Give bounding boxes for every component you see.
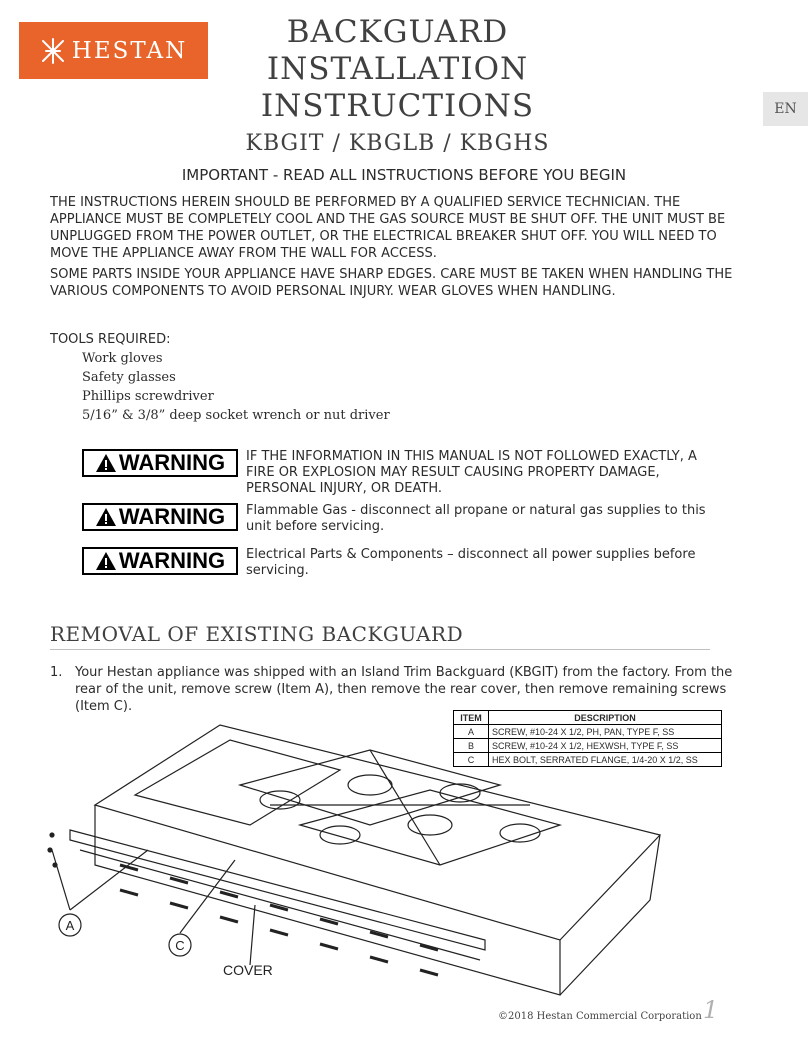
tool-item: Phillips screwdriver bbox=[82, 389, 214, 404]
warning-label: WARNING bbox=[118, 548, 226, 573]
item-cell: A bbox=[454, 725, 489, 739]
cover-label: COVER bbox=[223, 962, 273, 978]
item-cell: B bbox=[454, 739, 489, 753]
brand-name: HESTAN bbox=[71, 37, 188, 64]
language-tab: EN bbox=[763, 92, 808, 126]
tool-item: 5/16” & 3/8” deep socket wrench or nut driver bbox=[82, 408, 390, 423]
table-row bbox=[454, 739, 722, 753]
callout-a: A bbox=[65, 918, 75, 933]
warning-text: Electrical Parts & Components – disconnect all power supplies before servicing. bbox=[246, 547, 696, 578]
warning-text: IF THE INFORMATION IN THIS MANUAL IS NOT FOLLOWED EXACTLY, A FIRE OR EXPLOSION MAY RESULT CAUSING PROPERTY DAMAGE, PERSONAL INJURY, OR DEATH. bbox=[246, 449, 697, 496]
step-text: Your Hestan appliance was shipped with an Island Trim Backguard (KBGIT) from the factory. From the rear of the unit, remove screw (Item A), then remove the rear cover, then remove remaining screws (Item C). bbox=[75, 665, 733, 714]
table-row bbox=[454, 725, 722, 739]
warning-badge bbox=[82, 547, 238, 575]
tool-item: Work gloves bbox=[82, 351, 163, 366]
warning-triangle-icon bbox=[95, 507, 117, 527]
table-header-item: ITEM bbox=[454, 711, 489, 725]
page-number: 1 bbox=[703, 996, 719, 1024]
tools-list bbox=[50, 330, 390, 425]
tool-item: Safety glasses bbox=[82, 370, 176, 385]
section-heading: REMOVAL OF EXISTING BACKGUARD bbox=[50, 622, 710, 650]
description-cell: SCREW, #10-24 X 1/2, HEXWSH, TYPE F, SS bbox=[489, 739, 722, 753]
intro-paragraph: THE INSTRUCTIONS HEREIN SHOULD BE PERFORMED BY A QUALIFIED SERVICE TECHNICIAN. THE APPLIANCE MUST BE COMPLETELY COOL AND THE GAS SOURCE MUST BE SHUT OFF. THE UNIT MUST BE UNPLUGGED FROM THE POWER OUTLET, OR THE ELECTRICAL BREAKER SHUT OFF. YOU WILL NEED TO MOVE THE APPLIANCE AWAY FROM THE WALL FOR ACCESS. bbox=[50, 195, 726, 261]
title-line-1: BACKGUARD bbox=[286, 14, 509, 50]
callout-c: C bbox=[175, 938, 185, 953]
warning-text: Flammable Gas - disconnect all propane or natural gas supplies to this unit before servicing. bbox=[246, 503, 706, 534]
hestan-logo bbox=[19, 22, 208, 79]
tools-heading: TOOLS REQUIRED: bbox=[50, 332, 171, 347]
sharp-edges-paragraph: SOME PARTS INSIDE YOUR APPLIANCE HAVE SHARP EDGES. CARE MUST BE TAKEN WHEN HANDLING THE VARIOUS COMPONENTS TO AVOID PERSONAL INJURY. WEAR GLOVES WHEN HANDLING. bbox=[50, 267, 733, 299]
parts-table bbox=[453, 710, 722, 767]
title-line-3: INSTRUCTIONS bbox=[260, 88, 535, 124]
warning-triangle-icon bbox=[95, 551, 117, 571]
step-1 bbox=[50, 664, 740, 715]
description-cell: HEX BOLT, SERRATED FLANGE, 1/4-20 X 1/2, SS bbox=[489, 753, 722, 767]
step-number: 1. bbox=[50, 665, 63, 680]
description-cell: SCREW, #10-24 X 1/2, PH, PAN, TYPE F, SS bbox=[489, 725, 722, 739]
title-line-2: INSTALLATION bbox=[266, 51, 529, 87]
table-row bbox=[454, 753, 722, 767]
page-title bbox=[225, 14, 570, 159]
model-numbers: KBGIT / KBGLB / KBGHS bbox=[245, 131, 550, 156]
table-header-description: DESCRIPTION bbox=[489, 711, 722, 725]
warning-badge bbox=[82, 449, 238, 477]
warning-badge bbox=[82, 503, 238, 531]
warning-block-2 bbox=[82, 503, 706, 535]
copyright: ©2018 Hestan Commercial Corporation bbox=[498, 1011, 702, 1022]
item-cell: C bbox=[454, 753, 489, 767]
warning-triangle-icon bbox=[95, 453, 117, 473]
warning-label: WARNING bbox=[118, 450, 226, 475]
warning-label: WARNING bbox=[118, 504, 226, 529]
important-heading: IMPORTANT - READ ALL INSTRUCTIONS BEFORE YOU BEGIN bbox=[181, 166, 627, 184]
warning-block-1 bbox=[82, 449, 706, 497]
warning-block-3 bbox=[82, 547, 706, 579]
hestan-mark-icon bbox=[40, 36, 66, 66]
